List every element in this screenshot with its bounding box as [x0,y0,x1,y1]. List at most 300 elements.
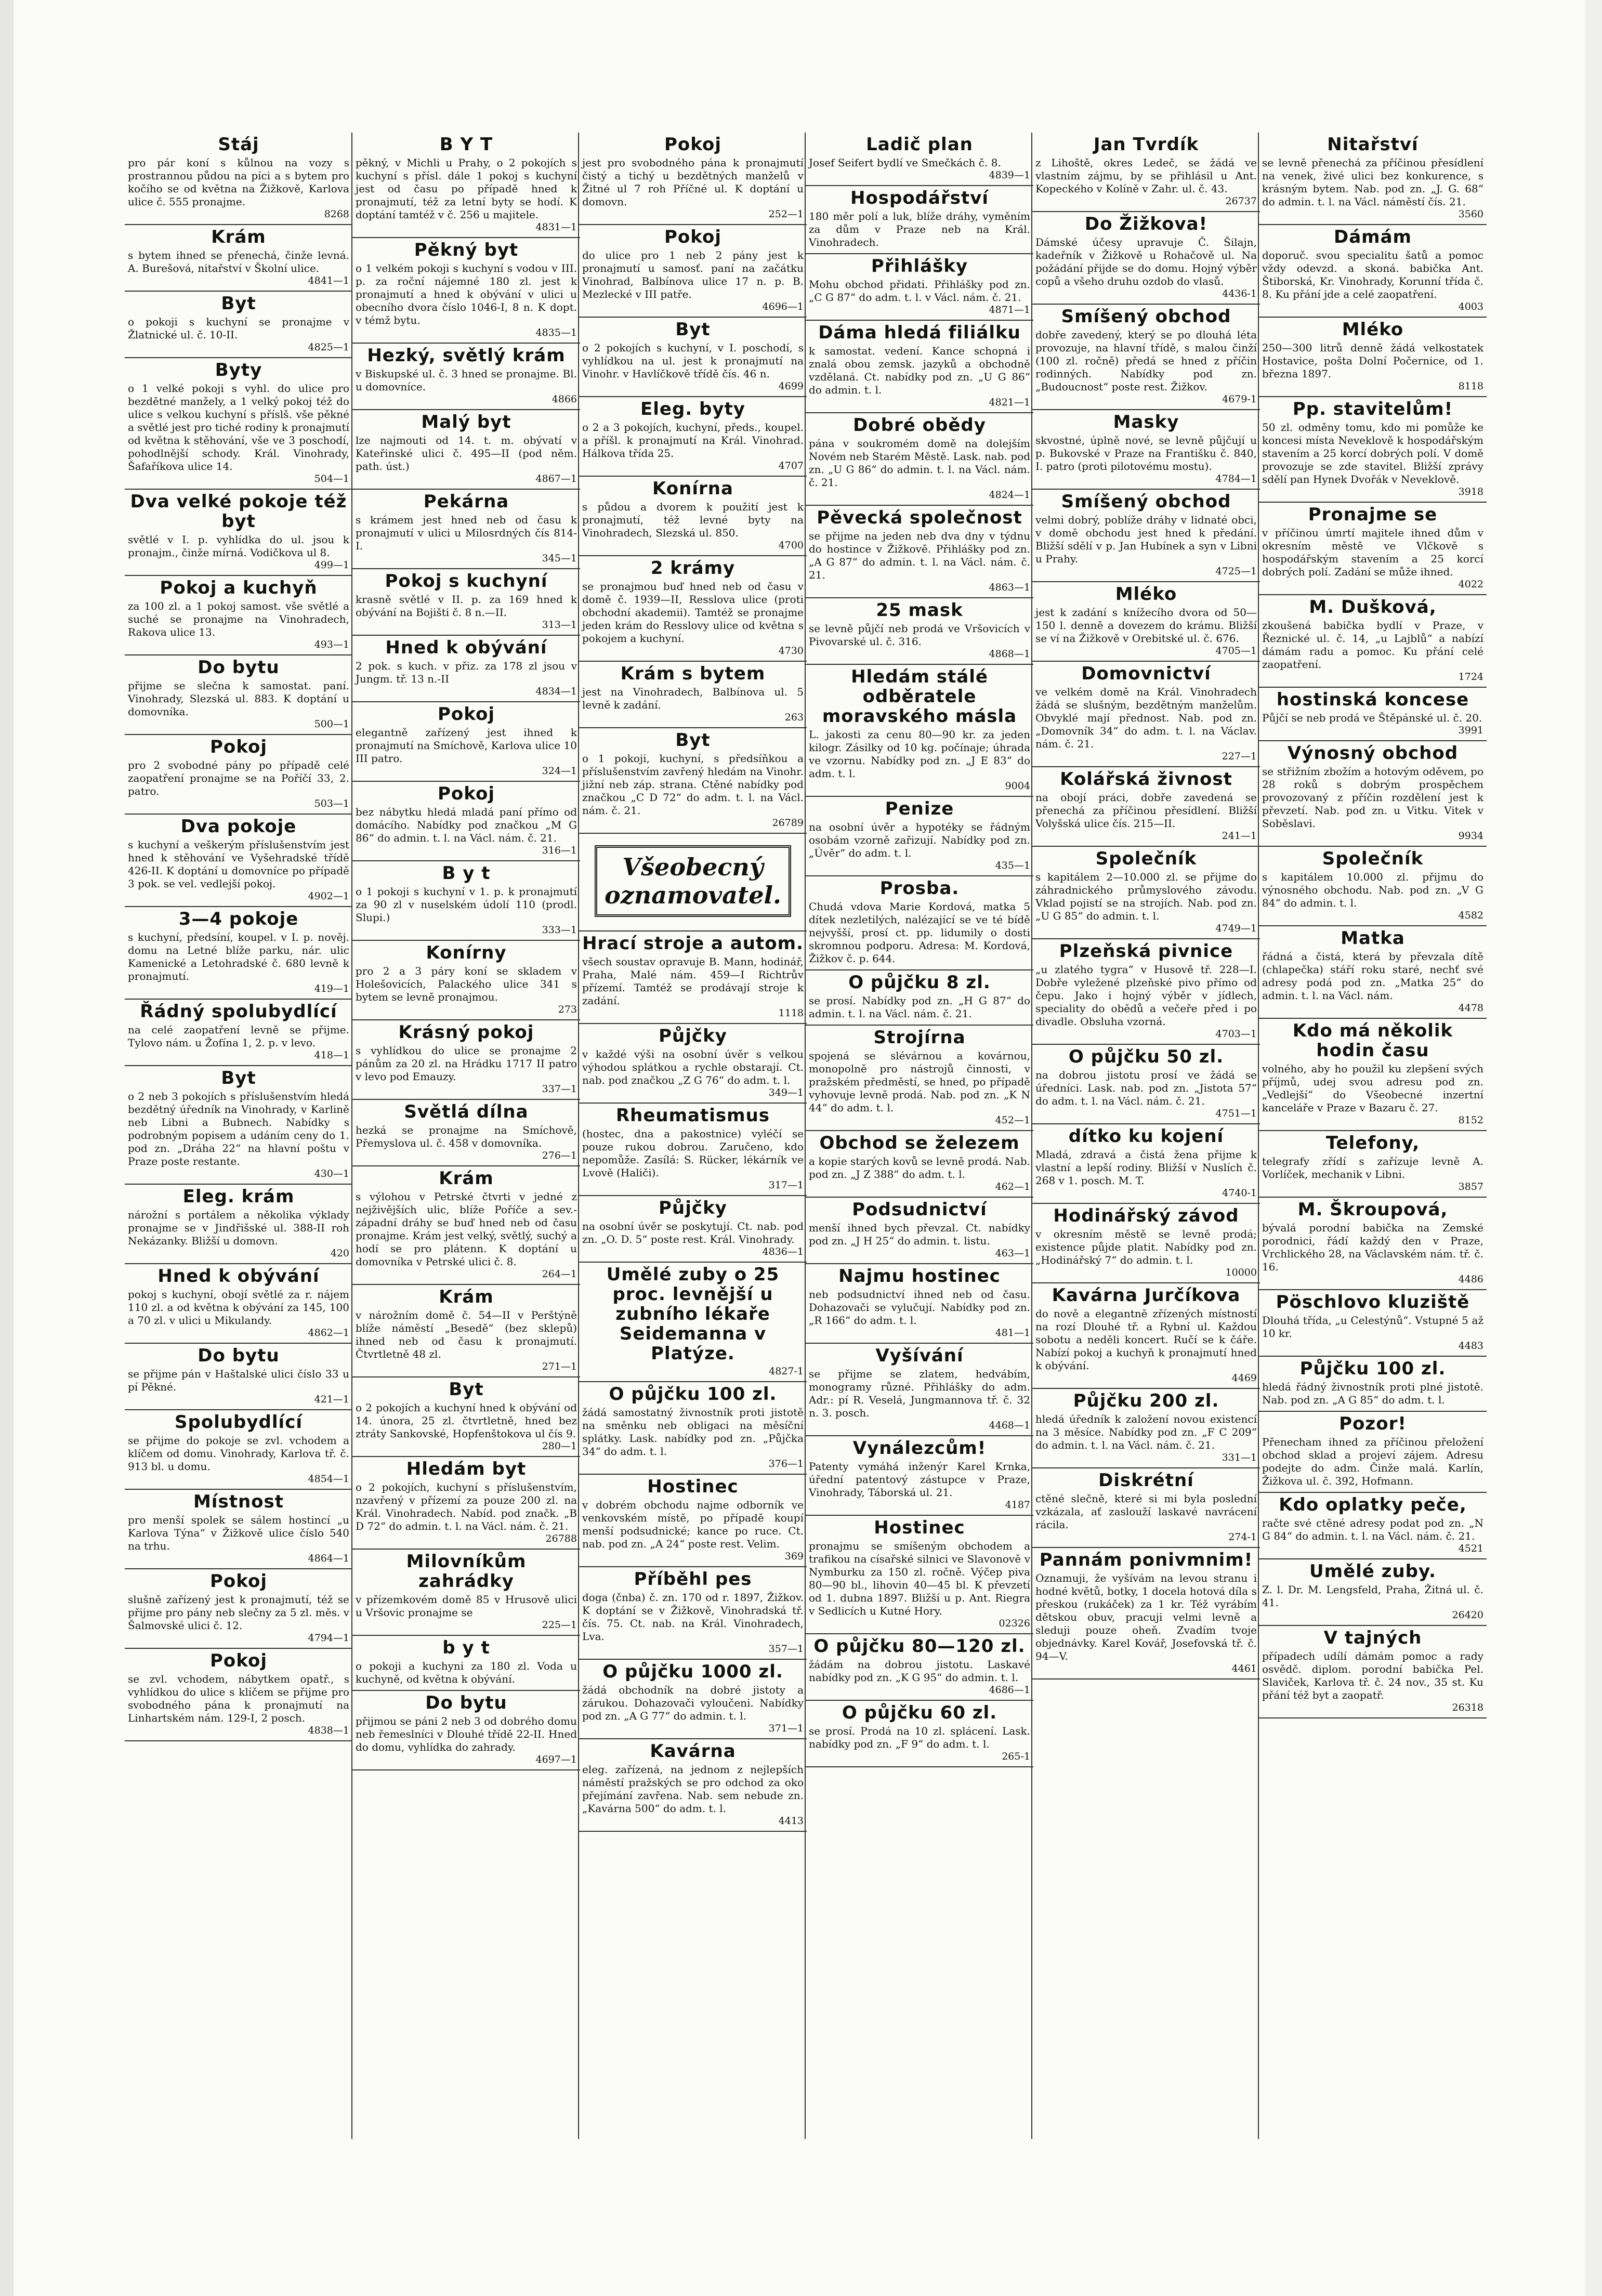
ad-reference-number: 421—1 [314,1394,349,1405]
classified-ad [352,1636,580,1691]
classified-ad [1032,305,1260,410]
ad-body: se prosí. Nabídky pod zn. „H G 87“ do admin. t. l. na Václ. nám. č. 21. [809,994,1030,1020]
ad-reference-number: 313—1 [542,619,577,631]
ad-reference-number: 418—1 [314,1049,349,1061]
ad-heading: Najmu hostinec [838,1266,1001,1287]
classified-ad [1259,847,1487,926]
classified-ad [1259,1493,1487,1559]
ad-heading: V tajných [1323,1628,1422,1648]
classified-ad [125,1264,352,1344]
ad-body: „u zlatého tygra“ v Husově tř. 228—I. Dobře vyležené plzeňské pivo přímo od čepu. Jako i hojný výběr v jídlech, speciality do obědů a večeře před i po divadle. Obsluha vzorná. [1035,963,1257,1028]
classified-ad [1032,410,1260,490]
ad-body: zkoušená babička bydlí v Praze, v Řeznické ul. č. 14, „u Lajblů“ a nabízí dámám radu a pomoc. Ku přání celé zaopatření. [1262,619,1483,671]
classified-ad [352,941,580,1020]
ad-heading: Pokoj [210,737,267,757]
ad-reference-number: 500—1 [314,718,349,730]
ad-body: o 1 velké pokoji s vyhl. do ulice pro bezdětné manžely, a 1 velký pokoj též do ulice s velkou kuchyní s příslš. vše pěkné a světlé jest pro tiché rodiny k pronajmutí od května k stěhování, vše ve 3 poschodí, pohodlnější schody. Král. Vinohrady, Šafaříkova ulice 14. [128,382,349,473]
ad-body: pokoj s kuchyní, obojí světlé za r. nájem 110 zl. a od května k obývání za 145, 100 a 70 zl. v ulici u Mikulandy. [128,1288,349,1327]
ad-heading: Místnost [193,1491,284,1512]
ad-reference-number: 4862—1 [308,1327,349,1339]
ad-heading: M. Škroupová, [1297,1199,1448,1220]
ad-body: račte své ctěné adresy podat pod zn. „N G 84“ do admin. t. l. na Václ. nám. č. 21. [1262,1517,1483,1542]
ad-body: nárožní s portálem a několika výklady pronajme se v Jindřišské ul. 388-II roh Nekázanky. Bližší u domovn. [128,1209,349,1247]
classified-ad [806,1634,1033,1701]
classified-ad [1259,1198,1487,1290]
ad-heading: Pokoj [664,134,721,155]
ad-heading: Pokoj [438,704,495,725]
classified-ad [352,782,580,861]
classified-ad [352,238,580,344]
ad-heading: Pokoj [210,1571,267,1592]
ad-heading: Kdo má několik hodin času [1292,1020,1453,1061]
ad-heading: Stáj [218,134,259,155]
classified-ad [806,133,1033,186]
ad-body: se střižním zbožím a hotovým oděvem, po 28 roků s dobrým prospěchem provozovaný z příčin rozdělení jest k převzetí. Nab. pod zn. u Vitku. Vitek v Soběslavi. [1262,765,1483,830]
column-6 [1258,133,1487,2139]
column-5 [1031,133,1260,2139]
classified-ad [352,1550,580,1636]
ad-heading: Do bytu [198,657,280,678]
ad-heading: Pokoj [664,227,721,247]
ad-reference-number: 4187 [1005,1499,1030,1511]
ad-heading: Eleg. krám [182,1186,295,1207]
ad-heading: Pannám ponivmnim! [1039,1550,1253,1570]
ad-heading: Do bytu [198,1345,280,1366]
ad-reference-number: 4784—1 [1215,473,1257,484]
classified-ad [125,576,352,655]
classified-ad [579,1263,807,1382]
ad-body: pěkný, v Michli u Prahy, o 2 pokojích s kuchyní s přísl. dále 1 pokoj s kuchyní jest od času po případě hned k pronajmutí, též za letní byty se hodí. K doptání tamtéž v č. 256 u majitele. [356,156,577,221]
ad-heading: Hned k obývání [157,1266,320,1287]
ad-reference-number: 4436-1 [1222,288,1257,299]
ad-reference-number: 8268 [324,208,349,220]
classified-ad [125,1649,352,1741]
ad-body: hledá úředník k založení novou existencí na 3 měsíce. Nabídky pod zn. „F C 209“ do admin. t. l. na Václ. nám. č. 21. [1035,1413,1257,1451]
classified-ad [806,1344,1033,1436]
ad-body: L. jakosti za cenu 80—90 kr. za jeden kilogr. Zásilky od 10 kg. počínaje; úhrada ve vzornu. Nabídky pod zn. „J E 83“ do adm. t. l. [809,728,1030,780]
newspaper-page [125,133,1487,2139]
ad-reference-number: 333—1 [542,924,577,936]
ad-heading: Plzeňská pivnice [1059,941,1233,962]
ad-body: s kuchyní, předsíní, koupel. v I. p. nověj. domu na Letné blíže parku, nár. ulic Kamenické a Letohradské č. 680 levně k pronajmutí. [128,931,349,982]
ad-body: doporuč. svou specialitu šatů a pomoc vždy odevzd. a skoná. babička Ant. Štiborská, Kr. Vinohrady, Korunní třída č. 8. Ku přání jde a celé zaopatření. [1262,249,1483,300]
classified-ad [806,1198,1033,1264]
ad-reference-number: 316—1 [542,845,577,856]
ad-body: v dobrém obchodu najme odborník ve venkovském místě, po případě koupí menší podsudnické; kance po ruce. Ct. nab. pod zn. „A 24“ poste rest. Velim. [582,1499,804,1550]
classified-ad [1259,926,1487,1019]
ad-body: na osobní úvěr se poskytují. Ct. nab. pod zn. „O. D. 5“ poste rest. Král. Vinohrady. [582,1220,804,1245]
classified-ad [806,1264,1033,1344]
ad-heading: Přihlášky [871,256,968,277]
classified-ad [579,318,807,397]
ad-body: pronajmu se smíšeným obchodem a trafikou na císařské silnici ve Slavonově v Nymburku za 150 zl. ročně. Výčep piva 80—90 bl., lihovin 40—45 bl. K převzetí od 1. dubna 1897. Bližší u p. Ant. Riegra v Sedlicích u Kutné Hory. [809,1540,1030,1617]
ad-reference-number: 3857 [1458,1181,1483,1192]
classified-ad [125,490,352,576]
classified-ad [125,735,352,815]
ad-reference-number: 376—1 [768,1458,804,1470]
classified-ad [806,186,1033,254]
classified-ad [806,413,1033,506]
ad-heading: Půjčky [659,1026,727,1046]
ad-heading: Pěkný byt [414,240,519,260]
ad-heading: Dámám [1334,227,1412,247]
classified-ad [579,133,807,225]
ad-heading: Konírny [426,942,507,963]
ad-reference-number: 4868—1 [989,648,1030,660]
ad-reference-number: 419—1 [314,983,349,994]
ad-heading: Obchod se železem [819,1133,1020,1153]
classified-ad [1259,1357,1487,1412]
ad-reference-number: 4686—1 [989,1684,1030,1696]
ad-reference-number: 264—1 [542,1268,577,1280]
classified-ad [806,1131,1033,1198]
column-2 [351,133,580,2139]
ad-body: na dobrou jistotu prosí ve žádá se úředníci. Lask. nab. pod zn. „Jistota 57“ do adm. t. l. na Václ. nám. č. 21. [1035,1069,1257,1107]
ad-heading: Hezký, světlý krám [367,345,566,366]
classified-ad [579,1475,807,1567]
classified-ad [579,1739,807,1832]
ad-heading: Byt [221,1068,256,1088]
ad-reference-number: 4700 [778,540,804,551]
classified-ad [1032,133,1260,212]
ad-heading: Kolářská živnost [1060,769,1232,790]
ad-reference-number: 10000 [1225,1267,1257,1278]
ad-heading: Pp. stavitelům! [1292,399,1453,419]
ad-body: na obojí práci, dobře zavedená se přenechá za příčinou přesídlení. Bližší Volyšská ulice čís. 215—II. [1035,791,1257,830]
classified-ad [806,1026,1033,1131]
ad-reference-number: 317—1 [768,1179,804,1191]
ad-reference-number: 435—1 [995,860,1030,871]
classified-ad [1032,490,1260,582]
ad-reference-number: 3991 [1458,725,1483,736]
ad-reference-number: 4825—1 [308,342,349,353]
ad-reference-number: 26737 [1225,195,1257,207]
classified-ad [1259,318,1487,397]
classified-ad [1259,1019,1487,1131]
ad-heading: O půjčku 50 zl. [1068,1046,1224,1067]
ad-heading: Dáma hledá filiálku [818,322,1021,343]
scan-edge-left [0,0,14,2296]
ad-heading: Řádný spolubydlící [140,1001,337,1022]
classified-ad [352,410,580,490]
classified-ad [1032,582,1260,662]
classified-ad [352,133,580,238]
ad-heading: Matka [1341,928,1405,949]
ad-heading: Smíšený obchod [1061,306,1231,327]
ad-body: Oznamuji, že vyšívám na levou stranu i hodné květů, botky, 1 docela hotová díla s přeskou (rukáček) za 1 kr. Též vyrábím dětskou obuv, pracuji velmi levně a sleduji pouze oheň. Zvadím tvoje objednávky. Karel Kovář, Josefovská tř. č. 94—V. [1035,1572,1257,1662]
ad-reference-number: 4707 [778,460,804,471]
classified-ad [125,1185,352,1264]
ad-body: ctěné slečně, které si mi byla poslední vzkázala, ať zaslouží laskavé navrácení rácila. [1035,1492,1257,1531]
ad-reference-number: 503—1 [314,798,349,809]
classified-ad [1032,1124,1260,1204]
classified-ad [1032,1045,1260,1124]
classified-ad [579,1104,807,1196]
classified-ad [1259,688,1487,741]
ad-body: s kapitálem 2—10.000 zl. se přijme do záhradnického průmyslového závodu. Vklad pojistí se na strojích. Nab. pod zn. „U G 85“ do admin. t. l. [1035,871,1257,922]
ad-body: se přijme pán v Haštalské ulici číslo 33 u pí Pěkné. [128,1368,349,1393]
classified-ad [352,1166,580,1285]
ad-heading: Mléko [1342,319,1404,340]
ad-heading: 25 mask [876,600,963,621]
ad-body: Chudá vdova Marie Kordová, matka 5 dítek nezletilých, nalézající se ve té bídě nejvyšší, prosí ct. pp. lidumily o dosti skromnou podporu. Adresa: M. Kordová, Žižkov č. p. 644. [809,900,1030,965]
classified-ad [579,556,807,662]
ad-heading: Byt [221,293,256,314]
ad-body: o 1 velkém pokoji s kuchyní s vodou v III. p. za roční nájemné 180 zl. jest k pronajmutí a hned k obývání v ulici u obecního dvora číslo 1046-I, 8 n. K dopt. v témž bytu. [356,262,577,326]
ad-reference-number: 430—1 [314,1168,349,1179]
ad-heading: Půjčku 100 zl. [1299,1358,1446,1379]
classified-ad [125,655,352,735]
section-banner: Všeobecný oznamovatel. [595,845,791,917]
column-4 [805,133,1033,2139]
ad-reference-number: 4468—1 [989,1420,1030,1431]
classified-ad [1259,1626,1487,1718]
ad-reference-number: 4794—1 [308,1632,349,1644]
ad-heading: O půjčku 1000 zl. [602,1661,783,1682]
ad-body: v každé výši na osobní úvěr s velkou výhodou splátkou a rychle obstarají. Ct. nab. pod značkou „Z G 76“ do adm. t. l. [582,1048,804,1086]
ad-body: jest k zadání s knížecího dvora od 50—150 l. denně a dovezem do krámu. Bližší se ví na Žižkově v Orebitské ul. č. 676. [1035,606,1257,645]
scan-edge-right [1585,0,1602,2296]
ad-reference-number: 3918 [1458,486,1483,497]
ad-body: s výlohou v Petrské čtvrti v jedné z nejživějších ulic, blíže Poříče a sev.-západní dráhy se buď hned neb od času pronajme. Krám jest velký, světlý, suchý a hodí se pro plátenn. K doptání u domovníka v Petrské ulici č. 8. [356,1190,577,1268]
ad-reference-number: 4486 [1458,1274,1483,1285]
ad-body: o pokoji a kuchyni za 180 zl. Voda u kuchyně, od května k obývání. [356,1660,577,1685]
ad-reference-number: 265-1 [1002,1751,1030,1762]
ad-reference-number: 349—1 [768,1087,804,1098]
classified-ad [352,1457,580,1550]
ad-heading: Penize [885,798,954,819]
ad-reference-number: 263 [784,712,804,723]
ad-reference-number: 4697—1 [535,1754,577,1765]
ad-body: žádám na dobrou jistotu. Laskavé nabídky pod zn. „K G 95“ do admin. t. l. [809,1658,1030,1684]
ad-heading: O půjčku 80—120 zl. [813,1636,1026,1657]
classified-ad [579,728,807,834]
classified-ad [125,1000,352,1066]
column-3 [578,133,807,2139]
ad-reference-number: 4864—1 [308,1553,349,1564]
ad-body: do nově a elegantně zřízených místností na rozí Dlouhé tř. a Rybní ul. Každou sobotu a neděli koncert. Ručí se k čáře. Nabízí pokoj a kuchyň k pronajmutí hned k obývání. [1035,1307,1257,1372]
classified-ad [1259,741,1487,847]
ad-reference-number: 452—1 [995,1114,1030,1126]
ad-body: bez nábytku hledá mladá paní přímo od domácího. Nabídky pod značkou „M G 86“ do admin. t. l. na Václ. nám. č. 21. [356,806,577,844]
ad-reference-number: 345—1 [542,553,577,564]
classified-ad [1259,397,1487,503]
ad-body: doga (čnba) č. zn. 170 od r. 1897, Žižkov. K doptání se v Žižkově, Vinohradská tř. čís. 75. Ct. nab. na Král. Vinohradech, Lva. [582,1591,804,1643]
ad-heading: b y t [442,1637,490,1658]
ad-body: s krámem jest hned neb od času k pronajmutí v ulici u Milosrdných čís 814-I. [356,514,577,552]
ad-heading: Pöschlovo kluziště [1276,1292,1470,1313]
ad-heading: Pokoj [438,783,495,804]
classified-ad [806,321,1033,413]
ad-body: neb podsudnictví ihned neb od času. Dohazovači se vylučují. Nabídky pod zn. „R 166“ do adm. t. l. [809,1288,1030,1327]
ad-heading: Krám [439,1287,494,1307]
ad-body: s kapitálem 10.000 zl. přijmu do výnosného obchodu. Nab. pod zn. „V G 84“ do admin. t. l. [1262,871,1483,909]
ad-heading: Jan Tvrdík [1093,134,1199,155]
classified-ad [1259,1559,1487,1626]
ad-body: ve velkém domě na Král. Vinohradech žádá se slušným, bezdětným manželům. Obvyklé mají přednost. Nab. pod zn. „Domovník 34“ do adm. t. l. na Václav. nám. č. 21. [1035,686,1257,750]
ad-heading: Spolubydlící [175,1412,303,1433]
ad-body: světlé v I. p. vyhlídka do ul. jsou k pronajm., činže mírná. Vodičkova ul 8. [128,533,349,559]
ad-reference-number: 4821—1 [989,397,1030,408]
ad-heading: Půjčku 200 zl. [1073,1390,1219,1411]
ad-body: lze najmouti od 14. t. m. obývatí v Kateřinské ulici č. 495—II (pod něm. path. úst.) [356,434,577,473]
classified-ad [125,292,352,358]
classified-ad [1032,1548,1260,1680]
ad-heading: Kavárna Jurčíkova [1052,1285,1241,1306]
ad-body: na osobní úvěr a hypotéky se řádným osobám vzorně zařizují. Nabídky pod zn. „Úvěr“ do adm. t. l. [809,821,1030,859]
ad-heading: Hodinářský závod [1053,1205,1239,1226]
ad-heading: Byt [675,730,711,751]
ad-heading: Krám [439,1168,494,1189]
ad-reference-number: 371—1 [768,1723,804,1734]
ad-heading: Hostinec [874,1517,965,1538]
ad-body: dobře zavedený, který se po dlouhá léta provozuje, na hlavní třídě, s malou činží (100 zl. ročně) předá se hned z příčin rodinných. Nabídky pod zn. „Budoucnost“ poste rest. Žižkov. [1035,329,1257,393]
classified-ad [1259,1412,1487,1493]
ad-reference-number: 4867—1 [535,473,577,484]
ad-reference-number: 4679-1 [1222,393,1257,405]
classified-ad [579,1567,807,1660]
ad-body: v nárožním domě č. 54—II v Perštýně blíže náměstí „Besedě“ (bez sklepů) ihned neb od času k pronajmutí. Čtvrtletně 48 zl. [356,1309,577,1360]
ad-body: v okresním městě se levně prodá; existence půjde platit. Nabídky pod zn. „Hodinářský 7“ do admin. t. l. [1035,1228,1257,1266]
ad-reference-number: 331—1 [1222,1452,1257,1463]
classified-ad [579,225,807,318]
ad-reference-number: 4835—1 [535,327,577,338]
ad-reference-number: 4841—1 [308,275,349,286]
ad-heading: Ladič plan [866,134,973,155]
ad-body: velmi dobrý, poblíže dráhy v lidnaté obci, v domě obchodu jest hned k předání. Bližší sdělí v p. Jan Hubínek a syn v Libni u Prahy. [1035,514,1257,565]
ad-body: pro menší spolek se sálem hostincí „u Karlova Týna“ v Žižkově ulice číslo 540 na trhu. [128,1514,349,1552]
column-1 [125,133,352,2139]
ad-heading: Pěvecká společnost [817,507,1022,528]
ad-reference-number: 9004 [1005,780,1030,792]
ad-reference-number: 26788 [545,1533,577,1544]
ad-heading: Příběhl pes [634,1569,752,1590]
ad-heading: hostinská koncese [1276,689,1469,710]
ad-reference-number: 280—1 [542,1440,577,1452]
ad-reference-number: 4751—1 [1215,1108,1257,1119]
ad-body: skvostné, úplně nové, se levně půjčují u p. Bukovské v Praze na Františku č. 840, I. patro (proti pilotovému mostu). [1035,434,1257,473]
ad-body: s bytem ihned se přenechá, činže levná. A. Burešová, nitařství v Školní ulice. [128,249,349,274]
classified-ad [352,861,580,941]
classified-ad [1032,1468,1260,1548]
ad-body: o 1 pokoji s kuchyní v 1. p. k pronajmutí za 90 zl v nuselském údolí 110 (prodl. Slupi.) [356,885,577,924]
ad-heading: Dva pokoje [180,816,297,837]
classified-ad [806,970,1033,1026]
classified-ad [352,490,580,569]
ad-reference-number: 225—1 [542,1619,577,1631]
ad-body: s půdou a dvorem k použití jest k pronajmutí, též levné byty na Vinohradech, Slezská ul. 850. [582,501,804,539]
ad-body: řádná a čistá, která by převzala dítě (chlapečka) stáří roku staré, nechť své adresy podá pod zn. „Matka 25“ do admin. t. l. na Václ. nám. [1262,950,1483,1002]
ad-heading: Pokoj s kuchyní [385,571,548,592]
ad-body: elegantně zařízený jest ihned k pronajmutí na Smíchově, Karlova ulice 10 III patro. [356,726,577,765]
ad-body: o pokoji s kuchyní se pronajme v Žlatnické ul. č. 10-II. [128,316,349,341]
classified-ad [579,1382,807,1475]
ad-heading: Pokoj a kuchyň [160,578,318,598]
classified-ad [1032,1204,1260,1283]
ad-heading: Hrací stroje a autom. [582,933,804,954]
ad-reference-number: 4831—1 [535,221,577,233]
classified-ad [352,636,580,702]
classified-ad [579,1660,807,1739]
classified-ad [1259,133,1487,225]
ad-heading: Půjčky [659,1198,727,1218]
ad-heading: Smíšený obchod [1061,491,1231,512]
ad-body: s kuchyní a veškerým příslušenstvím jest hned k stěhování ve Vyšehradské třídě 426-II. K doptání u domovníce po případě 3 pok. se vel. vedlejší pokoj. [128,838,349,890]
ad-heading: Milovníkům zahrádky [406,1551,527,1592]
ad-reference-number: 4582 [1458,910,1483,921]
ad-reference-number: 4827-1 [769,1366,804,1377]
ad-body: v příčinou úmrtí majitele ihned dům v okresním městě ve Vlčkově s hospodářským stavením a 25 korcí dobrých polí. Zadání se může ihned. [1262,527,1483,578]
ad-body: eleg. zařízená, na jednom z nejlepších náměstí pražských se pro odchod za oko přejímání zavřena. Nab. sem nebude zn. „Kavárna 500“ do adm. t. l. [582,1763,804,1815]
ad-reference-number: 1118 [778,1007,804,1019]
ad-heading: Prosba. [879,878,960,899]
classified-ad [579,931,807,1024]
ad-heading: Byt [675,319,711,340]
ad-reference-number: 337—1 [542,1083,577,1095]
ad-heading: O půjčku 100 zl. [609,1384,777,1405]
ad-body: o 2 pokojích, kuchyní s příslušenstvím, nzavřený v přízemí za pouze 200 zl. na Král. Vinohradech. Nabíd. pod značk. „B D 72“ do admin. t. l. na Václ. nám. č. 21. [356,1481,577,1532]
ad-body: žádá samostatný živnostník proti jistotě na směnku neb obligaci na měsíční splátky. Lask. nabídky pod zn. „Půjčka 34“ do adm. t. l. [582,1406,804,1458]
ad-reference-number: 26420 [1452,1609,1483,1621]
classified-ad [1032,212,1260,305]
ad-heading: Společník [1322,848,1424,869]
ad-heading: Krásný pokoj [398,1022,534,1043]
classified-ad [352,1020,580,1100]
ad-heading: O půjčku 60 zl. [842,1702,997,1723]
ad-heading: Malý byt [421,412,511,432]
ad-reference-number: 4478 [1458,1002,1483,1014]
ad-heading: Pozor! [1339,1413,1407,1434]
ad-heading: Strojírna [873,1027,966,1048]
classified-ad [579,1024,807,1104]
ad-body: se přijme se zlatem, hedvábím, monogramy různé. Přihlášky do adm. Adr.: pí R. Veselá, Jungmannova tř. č. 32 n. 3. posch. [809,1368,1030,1419]
ad-reference-number: 4839—1 [989,169,1030,181]
ad-heading: Dobré obědy [853,415,986,436]
classified-ad [1032,939,1260,1045]
ad-reference-number: 4824—1 [989,489,1030,501]
ad-reference-number: 4022 [1458,579,1483,590]
ad-reference-number: 463—1 [995,1248,1030,1259]
ad-body: 50 zl. odměny tomu, kdo mi pomůže ke koncesi místa Neveklově k hospodářským stavením a 25 korcí dobrých polí. V domě provozuje se zde stavitel. Bližší zprávy sdělí pan Hynek Dvořák v Neveklově. [1262,421,1483,486]
ad-body: se pronajmou buď hned neb od času v domě č. 1939—II, Resslova ulice (proti obchodní akademii). Tamtéž se pronajme jeden krám do Resslovy ulice od května s pokojem a kuchyní. [582,580,804,645]
classified-ad [1032,767,1260,847]
ad-body: pro pár koní s kůlnou na vozy s prostrannou půdou na píci a s bytem pro kočího se od května na Žižkově, Karlova ulice č. 555 pronajme. [128,156,349,208]
classified-ad [125,358,352,490]
ad-heading: M. Dušková, [1309,597,1437,618]
ad-heading: Kavárna [650,1741,736,1762]
ad-reference-number: 481—1 [995,1327,1030,1339]
ad-heading: Krám [211,227,266,247]
ad-heading: Kdo oplatky peče, [1279,1494,1467,1515]
classified-ad [1032,1389,1260,1468]
ad-body: Dlouhá třída, „u Celestýnů“. Vstupné 5 až 10 kr. [1262,1314,1483,1340]
ad-body: Josef Seifert bydlí ve Smečkách č. 8. [809,156,1001,169]
ad-body: k samostat. vedení. Kance schopná i znalá obou zemsk. jazyků a obchodně vzdělaná. Ct. nabídky pod zn. „U G 86“ do admin. t. l. [809,345,1030,396]
ad-reference-number: 8152 [1458,1114,1483,1126]
ad-body: o 2 a 3 pokojích, kuchyní, předs., koupel. a příšl. k pronajmutí na Král. Vinohrad. Hálkova třída 25. [582,421,804,460]
ad-heading: Hledám byt [406,1459,527,1479]
ad-heading: O půjčku 8 zl. [848,972,991,993]
classified-ad [1032,662,1260,767]
ad-reference-number: 4705—1 [1215,645,1257,657]
ad-reference-number: 4461 [1231,1663,1257,1674]
ad-body: 180 měr polí a luk, blíže dráhy, vyměním za dům v Praze neb na Král. Vinohradech. [809,210,1030,248]
classified-ad [125,1410,352,1490]
ad-body: se zvl. vchodem, nábytkem opatř., s vyhlídkou do ulice s klíčem se přijme pro svobodného pána k pronajmutí na Linhartském nám. 129-I, 2 posch. [128,1673,349,1724]
ad-heading: Mléko [1115,584,1177,605]
ad-heading: Domovnictví [1081,663,1211,684]
classified-ad [125,1066,352,1185]
